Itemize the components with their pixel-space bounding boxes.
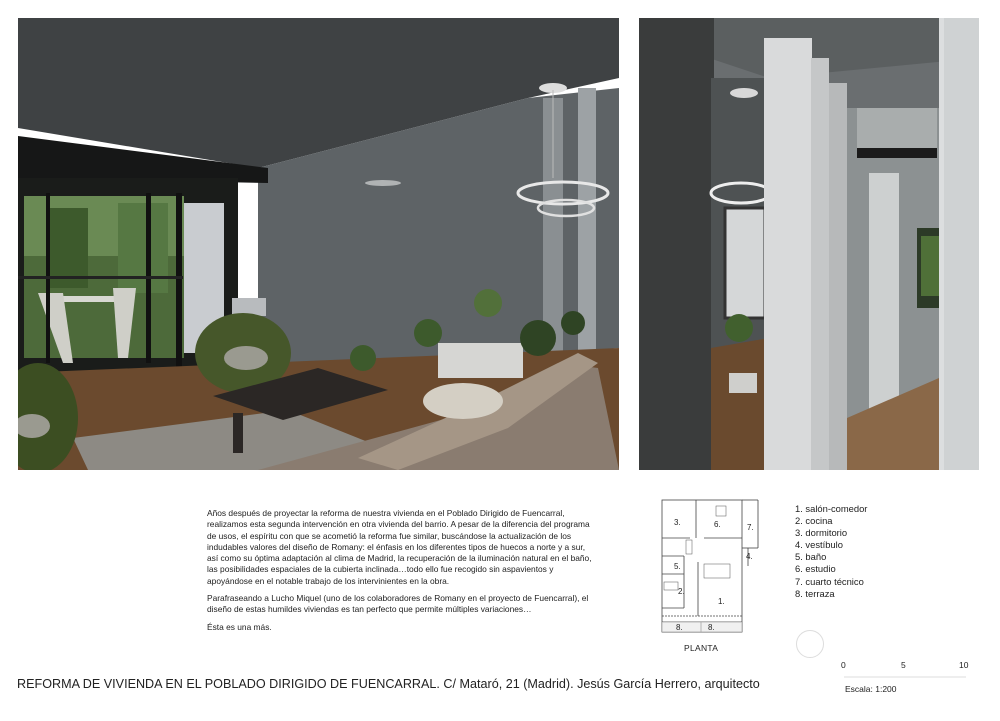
- plan-label-room-1: 1.: [718, 597, 725, 606]
- description-paragraph: Años después de proyectar la reforma de nuestra vivienda en el Poblado Dirigido de Fuencarral, realizamos esta segunda intervención en otra vivienda del barrio. A pesar de la diferencia del programa de usos, el espíritu con que se acometió la reforma fue similar, buscándose la actualización de los indudables valores del diseño de Romany: el énfasis en los diferentes tipos de huecos a norte y a sur, así como su óptima adaptación al clima de Madrid, la recuperación de la iluminación natural en el baño, las posibilidades espaciales de la cubierta inclinada…todo ello fue recogido sin aspavientos y apoyándose en el notable trabajo de los intervinientes en la obra.: [207, 508, 592, 586]
- legend-item: 7. cuarto técnico: [795, 575, 864, 587]
- legend-item: 6. estudio: [795, 563, 836, 575]
- legend-item: 5. baño: [795, 551, 827, 563]
- plan-label-room-2: 2.: [678, 587, 685, 596]
- plan-label-room-6: 6.: [714, 520, 721, 529]
- scale-tick-label: 10: [959, 660, 969, 670]
- legend-item: 2. cocina: [795, 515, 833, 527]
- plan-label-room-7: 7.: [747, 523, 754, 532]
- scale-tick-label: 5: [901, 660, 906, 670]
- description-paragraph: Parafraseando a Lucho Miquel (uno de los colaboradores de Romany en el proyecto de Fuencarral), el diseño de estas humildes viviendas es tan perfecto que permite múltiples variaciones…: [207, 593, 589, 615]
- scale-bar-line: [838, 674, 978, 680]
- floor-plan-drawing: [660, 498, 770, 638]
- scale-tick-label: 0: [841, 660, 846, 670]
- plan-label-room-3: 3.: [674, 518, 681, 527]
- north-arrow-icon: [796, 630, 824, 658]
- graphic-scale: [838, 660, 978, 700]
- project-title: REFORMA DE VIVIENDA EN EL POBLADO DIRIGIDO DE FUENCARRAL. C/ Mataró, 21 (Madrid). Jesús García Herrero, arquitecto: [17, 677, 760, 691]
- legend-item: 1. salón-comedor: [795, 503, 868, 514]
- plan-label-room-4: 4.: [746, 552, 753, 561]
- scale-label: Escala: 1:200: [845, 684, 897, 694]
- plan-label-room-8a: 8.: [676, 623, 683, 632]
- legend-item: 4. vestíbulo: [795, 539, 843, 551]
- description-paragraph: Ésta es una más.: [207, 621, 272, 632]
- legend-item: 8. terraza: [795, 587, 835, 599]
- plan-label-room-8b: 8.: [708, 623, 715, 632]
- living-room-photo: [18, 18, 619, 470]
- project-description: [207, 508, 592, 639]
- plan-label-room-5: 5.: [674, 562, 681, 571]
- legend-item: 3. dormitorio: [795, 527, 848, 539]
- hallway-photo: [639, 18, 979, 470]
- plan-caption: PLANTA: [684, 643, 719, 653]
- room-legend: [795, 503, 867, 600]
